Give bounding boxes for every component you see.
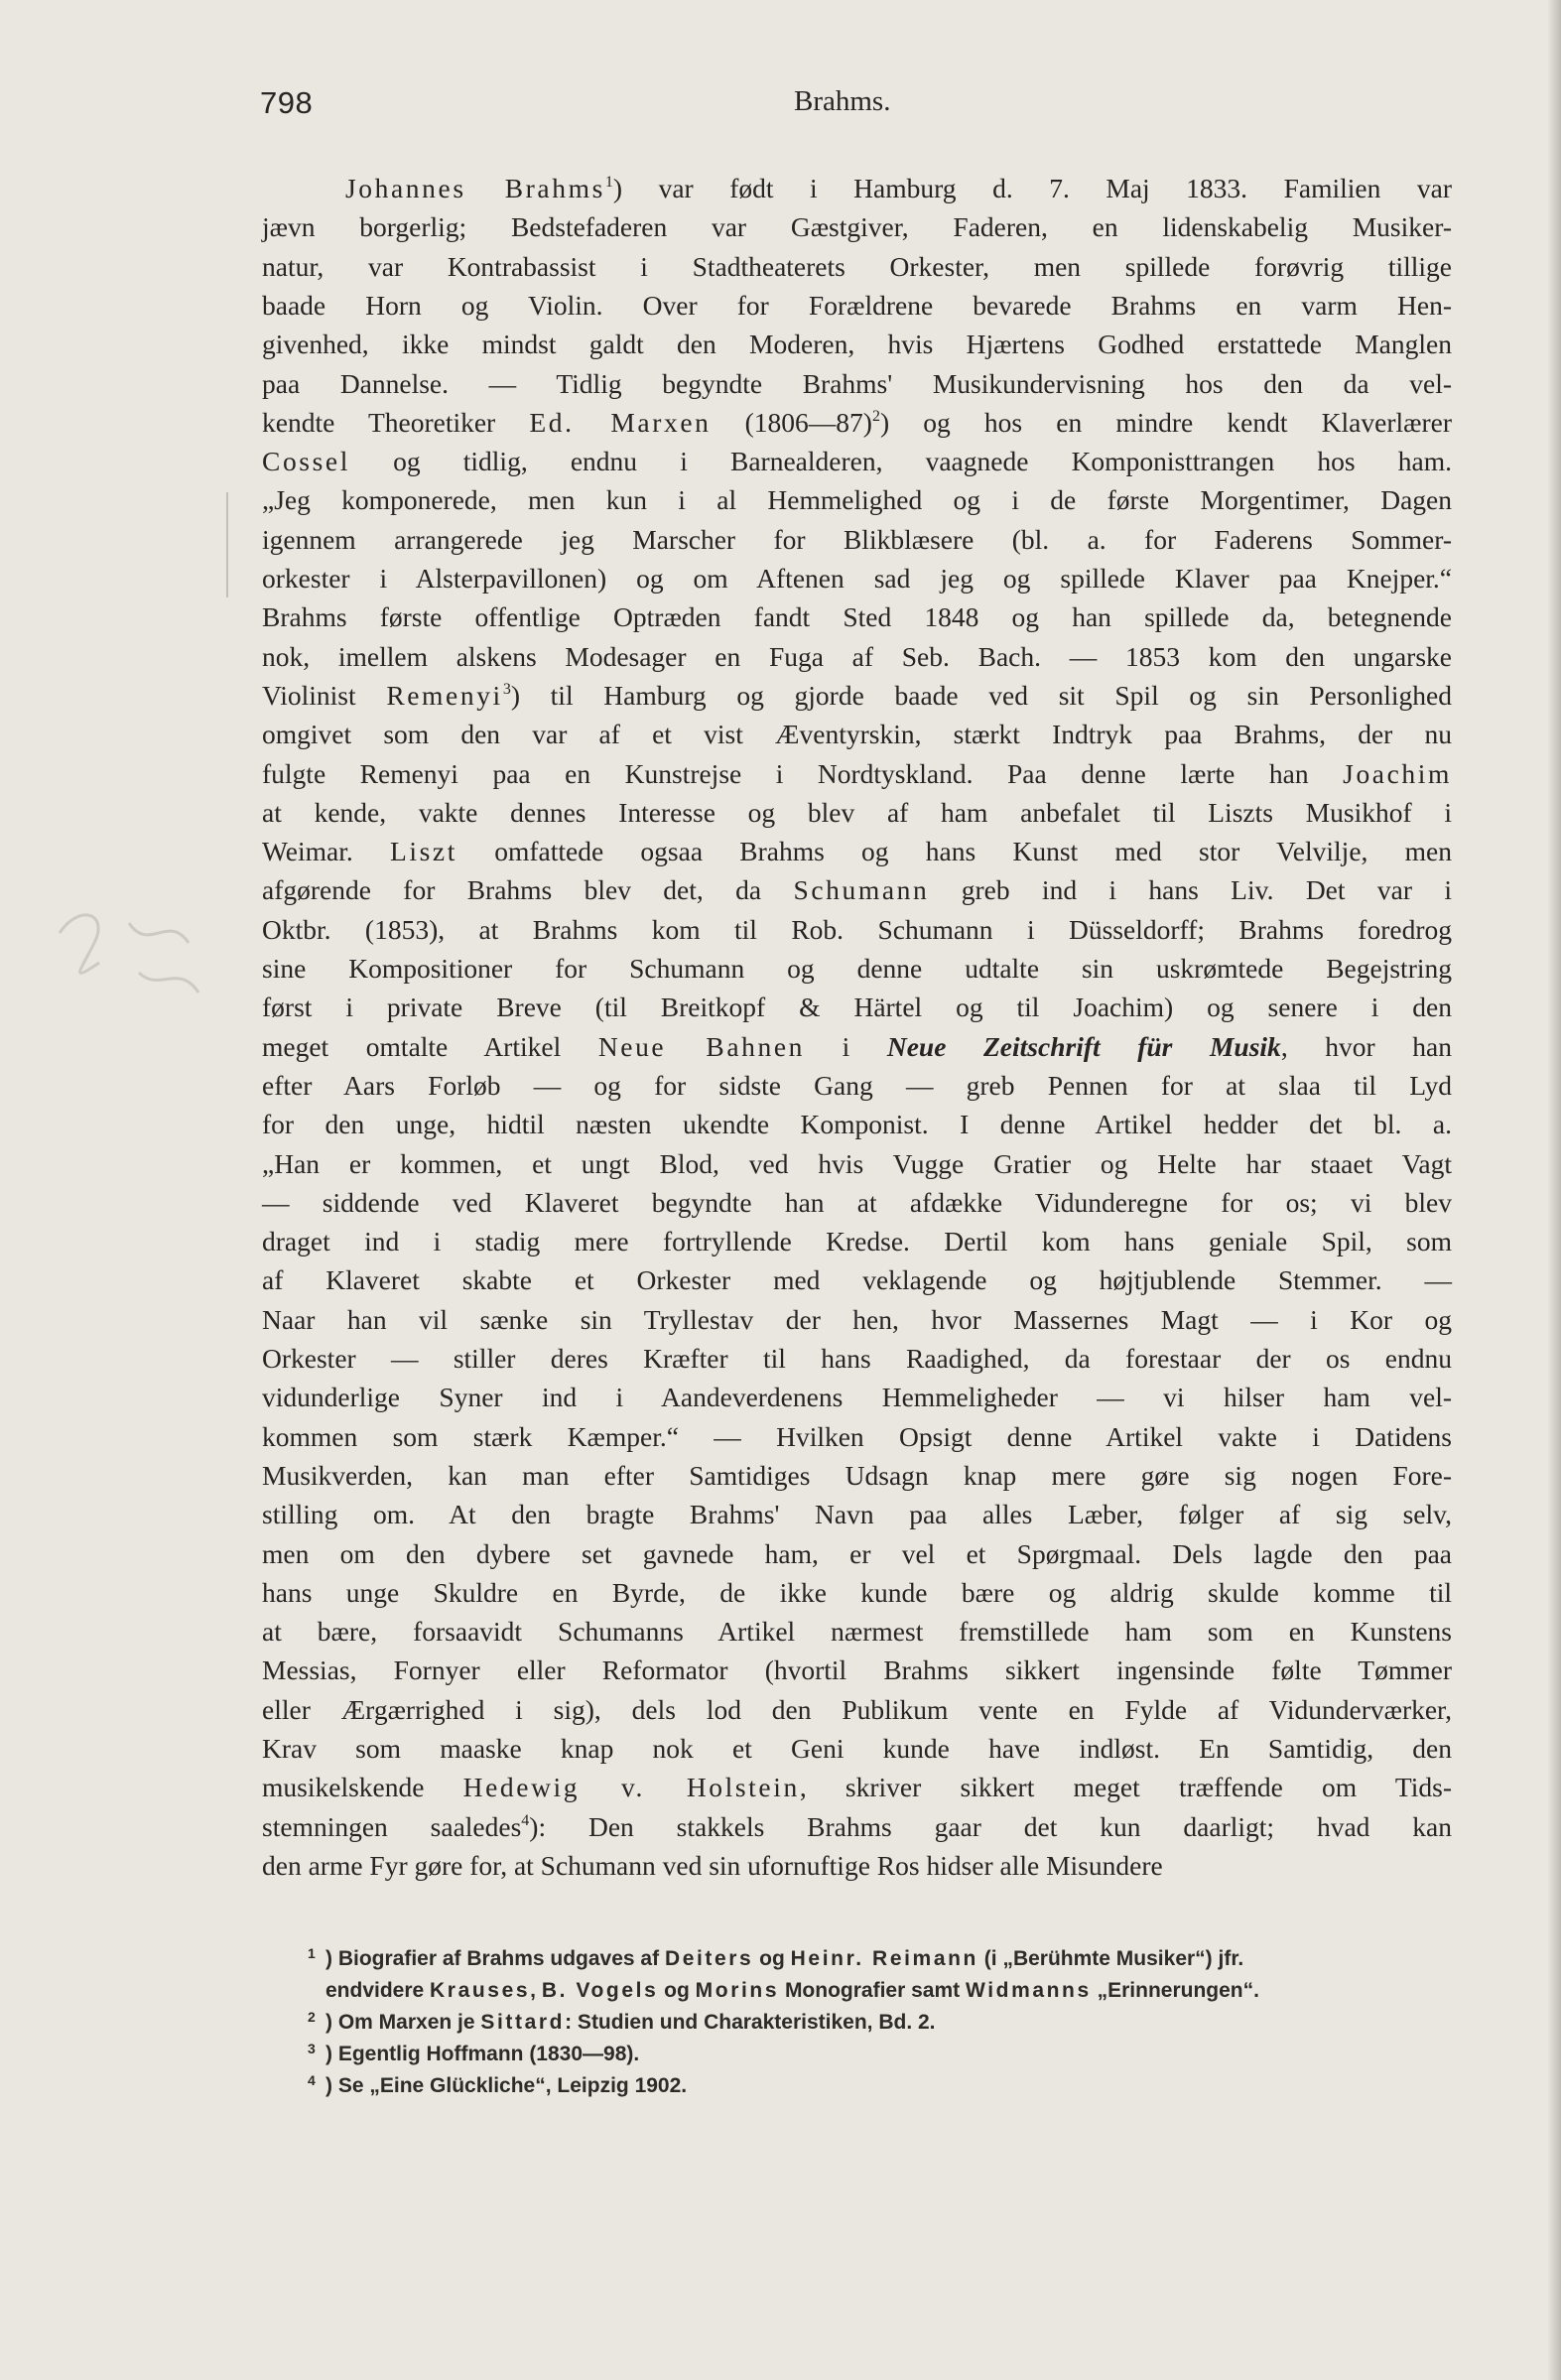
text-line: den arme Fyr gøre for, at Schumann ved sin ufornuftige Ros hidser alle Misundere (262, 1849, 1163, 1881)
page-edge (1547, 0, 1561, 2380)
text-line: vidunderlige Syner ind i Aandeverdenens Hemmeligheder — vi hilser ham vel- (262, 1382, 1452, 1413)
footnote-marker: 4 (308, 2072, 316, 2088)
text-line: „Jeg komponerede, men kun i al Hemmelighed og i de første Morgentimer, Dagen (262, 484, 1452, 516)
text-line: Violinist Remenyi$^3$) til Hamburg og gjorde baade ved sit Spil og sin Personlighed (262, 679, 1452, 711)
text-line: at bære, forsaavidt Schumanns Artikel nærmest fremstillede ham som en Kunstens (262, 1616, 1452, 1648)
text-line: kommen som stærk Kæmper.“ — Hvilken Opsigt denne Artikel vakte i Datidens (262, 1420, 1452, 1452)
text-line: at kende, vakte dennes Interesse og blev af ham anbefalet til Liszts Musikhof i (262, 796, 1452, 828)
text-line: af Klaveret skabte et Orkester med veklagende og højtjublende Stemmer. — (262, 1264, 1452, 1296)
text-line: omgivet som den var af et vist Æventyrskin, stærkt Indtryk paa Brahms, der nu (262, 719, 1452, 750)
footnote-marker: 3 (308, 2041, 316, 2056)
text-line: stemningen saaledes$^4$): Den stakkels Brahms gaar det kun daarligt; hvad kan (262, 1810, 1453, 1842)
text-line: Musikverden, kan man efter Samtidiges Udsagn knap mere gøre sig nogen Fore- (262, 1459, 1452, 1491)
text-line: sine Kompositioner for Schumann og denne udtalte sin uskrømtede Begejstring (262, 953, 1452, 984)
footnote (308, 2007, 936, 2039)
text-line: kendte Theoretiker Ed. Marxen (1806—87)$^2$) og hos en mindre kendt Klaverlærer (262, 406, 1452, 438)
text-line: stilling om. At den bragte Brahms' Navn paa alles Læber, følger af sig selv, (262, 1499, 1452, 1530)
footnote-text: ) Om Marxen je Sittard: Studien und Charakteristiken, Bd. 2. (325, 2011, 936, 2034)
text-line: Oktbr. (1853), at Brahms kom til Rob. Schumann i Düsseldorff; Brahms foredrog (262, 913, 1452, 945)
text-line: givenhed, ikke mindst galdt den Moderen, hvis Hjærtens Godhed erstattede Manglen (262, 329, 1452, 360)
text-line: draget ind i stadig mere fortryllende Kredse. Dertil kom hans geniale Spil, som (262, 1226, 1452, 1257)
footnote-marker: 1 (308, 1945, 316, 1961)
text-line: jævn borgerlig; Bedstefaderen var Gæstgiver, Faderen, en lidenskabelig Musiker- (262, 211, 1452, 243)
footnote (308, 2039, 640, 2070)
text-line: orkester i Alsterpavillonen) og om Aftenen sad jeg og spillede Klaver paa Knejper.“ (262, 563, 1452, 594)
text-line: Weimar. Liszt omfattede ogsaa Brahms og hans Kunst med stor Velvilje, men (262, 836, 1452, 867)
text-line: meget omtalte Artikel Neue Bahnen i Neue Zeitschrift für Musik, hvor han (262, 1030, 1452, 1062)
text-line: natur, var Kontrabassist i Stadtheaterets Orkester, men spillede forøvrig tillige (262, 250, 1452, 282)
text-line: baade Horn og Violin. Over for Forældrene bevarede Brahms en varm Hen- (262, 289, 1452, 321)
text-line: — siddende ved Klaveret begyndte han at afdække Vidunderegne for os; vi blev (262, 1186, 1452, 1218)
text-line: igennem arrangerede jeg Marscher for Blikblæsere (bl. a. for Faderens Sommer- (262, 523, 1452, 555)
footnote (325, 1975, 1259, 2007)
footnote-text: ) Biografier af Brahms udgaves af Deiters og Heinr. Reimann (i „Berühmte Musiker“) jfr. (325, 1947, 1244, 1970)
text-line: Krav som maaske knap nok et Geni kunde have indløst. En Samtidig, den (262, 1733, 1452, 1764)
text-line: afgørende for Brahms blev det, da Schumann greb ind i hans Liv. Det var i (262, 874, 1452, 906)
text-line: først i private Breve (til Breitkopf & Härtel og til Joachim) og senere i den (262, 992, 1452, 1023)
margin-mark (226, 492, 234, 597)
footnote (308, 1943, 1244, 1975)
text-line: Orkester — stiller deres Kræfter til hans Raadighed, da forestaar der os endnu (262, 1343, 1452, 1374)
running-head: Brahms. (794, 85, 891, 117)
footnote-text: ) Se „Eine Glückliche“, Leipzig 1902. (325, 2074, 688, 2097)
pencil-annotation (40, 893, 218, 1032)
text-line: paa Dannelse. — Tidlig begyndte Brahms' Musikundervisning hos den da vel- (262, 367, 1452, 399)
text-line: Naar han vil sænke sin Tryllestav der hen, hvor Massernes Magt — i Kor og (262, 1303, 1452, 1335)
text-line: men om den dybere set gavnede ham, er vel et Spørgmaal. Dels lagde den paa (262, 1537, 1452, 1569)
text-line: efter Aars Forløb — og for sidste Gang — greb Pennen for at slaa til Lyd (262, 1069, 1452, 1101)
text-line: for den unge, hidtil næsten ukendte Komponist. I denne Artikel hedder det bl. a. (262, 1109, 1452, 1140)
footnote-text: ) Egentlig Hoffmann (1830—98). (325, 2043, 640, 2065)
page-number: 798 (260, 85, 314, 120)
footnote (308, 2070, 688, 2102)
text-line: fulgte Remenyi paa en Kunstrejse i Nordtyskland. Paa denne lærte han Joachim (262, 757, 1452, 789)
text-line: musikelskende Hedewig v. Holstein, skriver sikkert meget træffende om Tids- (262, 1772, 1452, 1803)
footnote-marker: 2 (308, 2009, 316, 2025)
text-line: Cossel og tidlig, endnu i Barnealderen, vaagnede Komponisttrangen hos ham. (262, 446, 1452, 477)
page-header (260, 85, 1451, 125)
footnote-text: endvidere Krauses, B. Vogels og Morins Monografier samt Widmanns „Erinnerungen“. (325, 1979, 1259, 2002)
text-line: eller Ærgærrighed i sig), dels lod den Publikum vente en Fylde af Vidunderværker, (262, 1693, 1452, 1725)
text-line: Messias, Fornyer eller Reformator (hvortil Brahms sikkert ingensinde følte Tømmer (262, 1654, 1452, 1686)
text-line: hans unge Skuldre en Byrde, de ikke kunde bære og aldrig skulde komme til (262, 1576, 1452, 1608)
text-line: Johannes Brahms$^1$) var født i Hamburg d. 7. Maj 1833. Familien var (345, 173, 1452, 203)
text-line: „Han er kommen, et ungt Blod, ved hvis Vugge Gratier og Helte har staaet Vagt (262, 1147, 1452, 1179)
text-line: Brahms første offentlige Optræden fandt Sted 1848 og han spillede da, betegnende (262, 601, 1452, 633)
text-line: nok, imellem alskens Modesager en Fuga af Seb. Bach. — 1853 kom den ungarske (262, 640, 1452, 672)
